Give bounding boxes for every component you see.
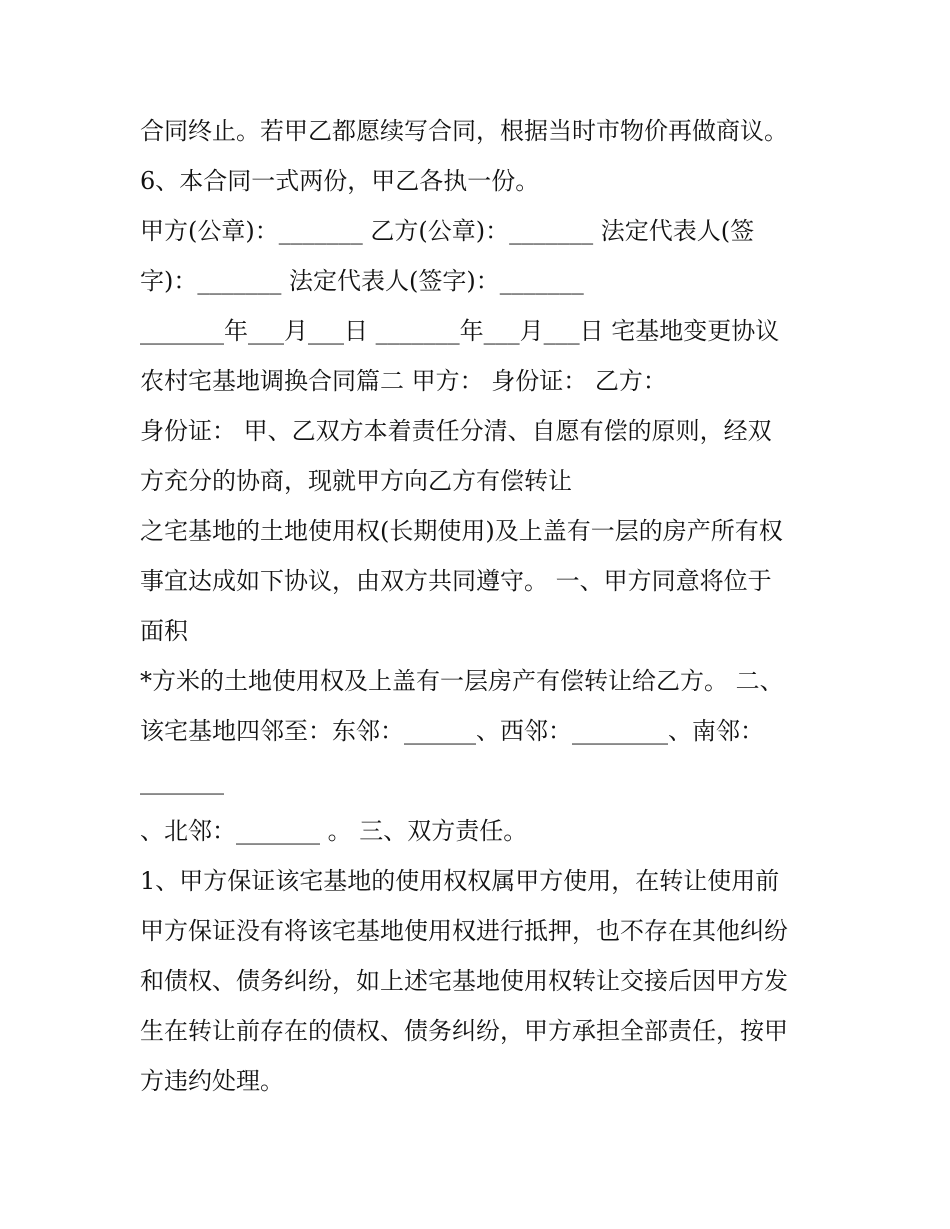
text-line: _______	[140, 767, 224, 795]
text-line: 方充分的协商，现就甲方向乙方有偿转让	[140, 467, 572, 495]
text-line: 字)：_______ 法定代表人(签字)：_______	[140, 267, 584, 295]
text-line: 该宅基地四邻至：东邻：______、西邻：________、南邻：	[140, 717, 764, 745]
text-line: 事宜达成如下协议，由双方共同遵守。 一、甲方同意将位于	[140, 567, 772, 595]
text-line: 甲方(公章)：_______ 乙方(公章)：_______ 法定代表人(签	[140, 217, 755, 245]
text-line: _______年___月___日 _______年___月___日 宅基地变更协议	[140, 317, 780, 345]
text-line: 和债权、债务纠纷，如上述宅基地使用权转让交接后因甲方发	[140, 967, 788, 995]
text-line: 身份证： 甲、乙双方本着责任分清、自愿有偿的原则，经双	[140, 417, 772, 445]
text-line: 、北邻：_______ 。 三、双方责任。	[140, 817, 528, 845]
text-line: 之宅基地的土地使用权(长期使用)及上盖有一层的房产所有权	[140, 517, 783, 545]
text-line: 合同终止。若甲乙都愿续写合同，根据当时市物价再做商议。	[140, 117, 788, 145]
text-line: 农村宅基地调换合同篇二 甲方： 身份证： 乙方：	[140, 367, 667, 395]
text-line: 1、甲方保证该宅基地的使用权权属甲方使用，在转让使用前	[140, 867, 780, 895]
contract-text	[140, 106, 830, 1106]
text-line: 方违约处理。	[140, 1067, 284, 1095]
text-line: 甲方保证没有将该宅基地使用权进行抵押，也不存在其他纠纷	[140, 917, 788, 945]
text-line: 6、本合同一式两份，甲乙各执一份。	[140, 167, 540, 195]
text-line: 面积	[140, 617, 188, 645]
text-line: *方米的土地使用权及上盖有一层房产有偿转让给乙方。 二、	[140, 667, 784, 695]
text-line: 生在转让前存在的债权、债务纠纷，甲方承担全部责任，按甲	[140, 1017, 788, 1045]
